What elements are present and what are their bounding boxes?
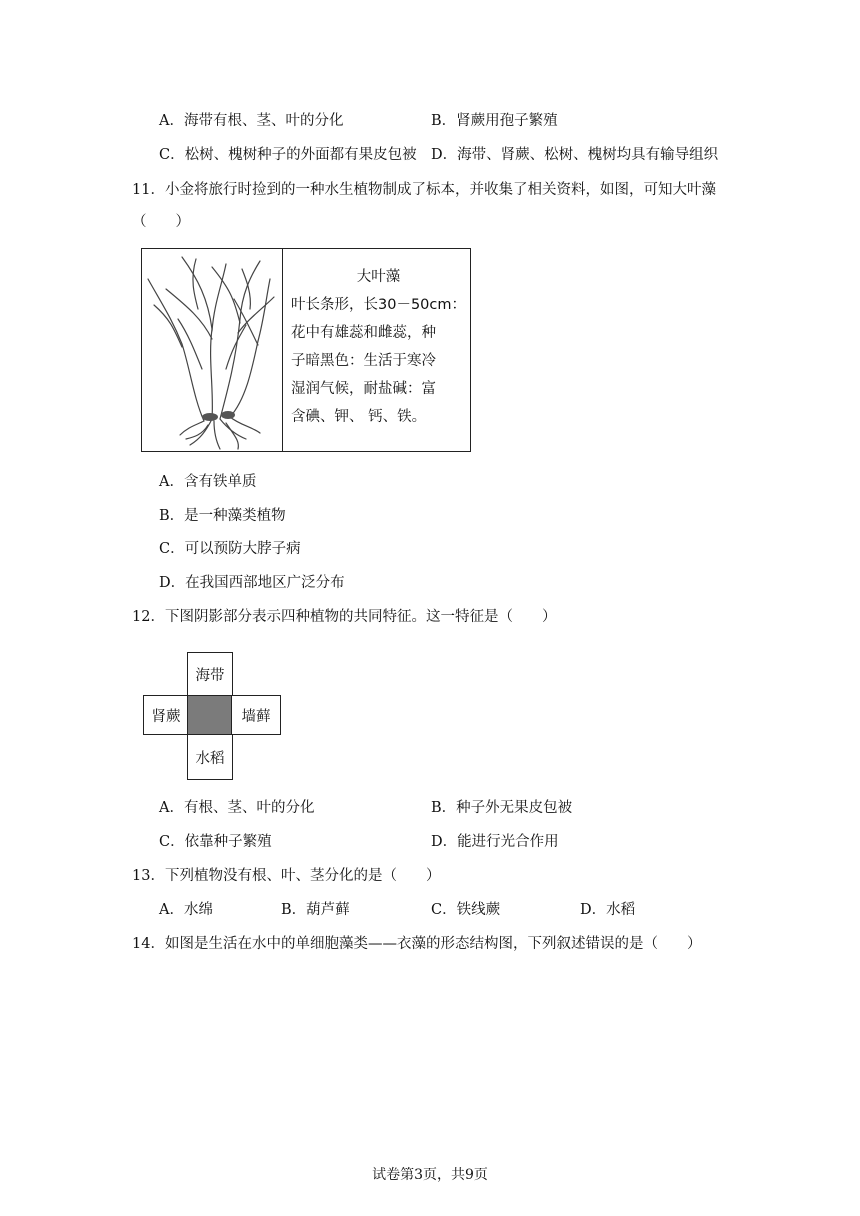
q14-stem: 14．如图是生活在水中的单细胞藻类——衣藻的形态结构图，下列叙述错误的是（ ）: [132, 936, 702, 952]
q10-option-a: A．海带有根、茎、叶的分化: [159, 113, 344, 129]
q12-option-d: D．能进行光合作用: [431, 834, 559, 850]
cross-cell-bottom: 水稻: [187, 734, 233, 780]
q11-option-c: C．可以预防大脖子病: [159, 541, 301, 557]
q11-option-d: D．在我国西部地区广泛分布: [159, 575, 345, 591]
q12-stem: 12．下图阴影部分表示四种植物的共同特征。这一特征是（ ）: [132, 609, 557, 625]
q10-option-d: D．海带、肾蕨、松树、槐树均具有输导组织: [431, 147, 719, 163]
cross-cell-left: 肾蕨: [143, 695, 189, 735]
figure-line: 子暗黑色：生活于寒冷: [291, 353, 436, 369]
seagrass-plant-illustration: [142, 249, 283, 451]
q10-option-c: C．松树、槐树种子的外面都有果皮包被: [159, 147, 417, 163]
q11-option-a: A．含有铁单质: [159, 474, 257, 490]
q10-option-b: B．肾蕨用孢子繁殖: [431, 113, 558, 129]
q12-option-a: A．有根、茎、叶的分化: [159, 800, 315, 816]
cross-cell-right: 墙藓: [231, 695, 281, 735]
q13-option-c: C．铁线蕨: [431, 902, 501, 918]
figure-line: 叶长条形，长30－50cm：: [291, 297, 466, 313]
q11-info-text: [283, 249, 472, 451]
figure-line: 花中有雄蕊和雌蕊，种: [291, 325, 436, 341]
cross-cell-top: 海带: [187, 652, 233, 696]
q11-figure: [141, 248, 471, 452]
q12-option-b: B．种子外无果皮包被: [431, 800, 573, 816]
q13-option-a: A．水绵: [159, 902, 213, 918]
q11-option-b: B．是一种藻类植物: [159, 508, 286, 524]
q11-stem-bracket: （ ）: [132, 214, 190, 230]
q11-stem: 11．小金将旅行时捡到的一种水生植物制成了标本，并收集了相关资料，如图，可知大叶藻: [132, 182, 716, 198]
q12-option-c: C．依靠种子繁殖: [159, 834, 272, 850]
figure-title: 大叶藻: [356, 269, 401, 285]
q13-stem: 13．下列植物没有根、叶、茎分化的是（ ）: [132, 868, 441, 884]
page-footer: 试卷第3页，共9页: [372, 1167, 488, 1183]
figure-line: 湿润气候，耐盐碱：富: [291, 381, 436, 397]
q13-option-d: D．水稻: [580, 902, 636, 918]
q13-option-b: B．葫芦藓: [281, 902, 350, 918]
figure-line: 含碘、钾、 钙、铁。: [291, 409, 427, 425]
cross-cell-shaded: [187, 695, 233, 735]
